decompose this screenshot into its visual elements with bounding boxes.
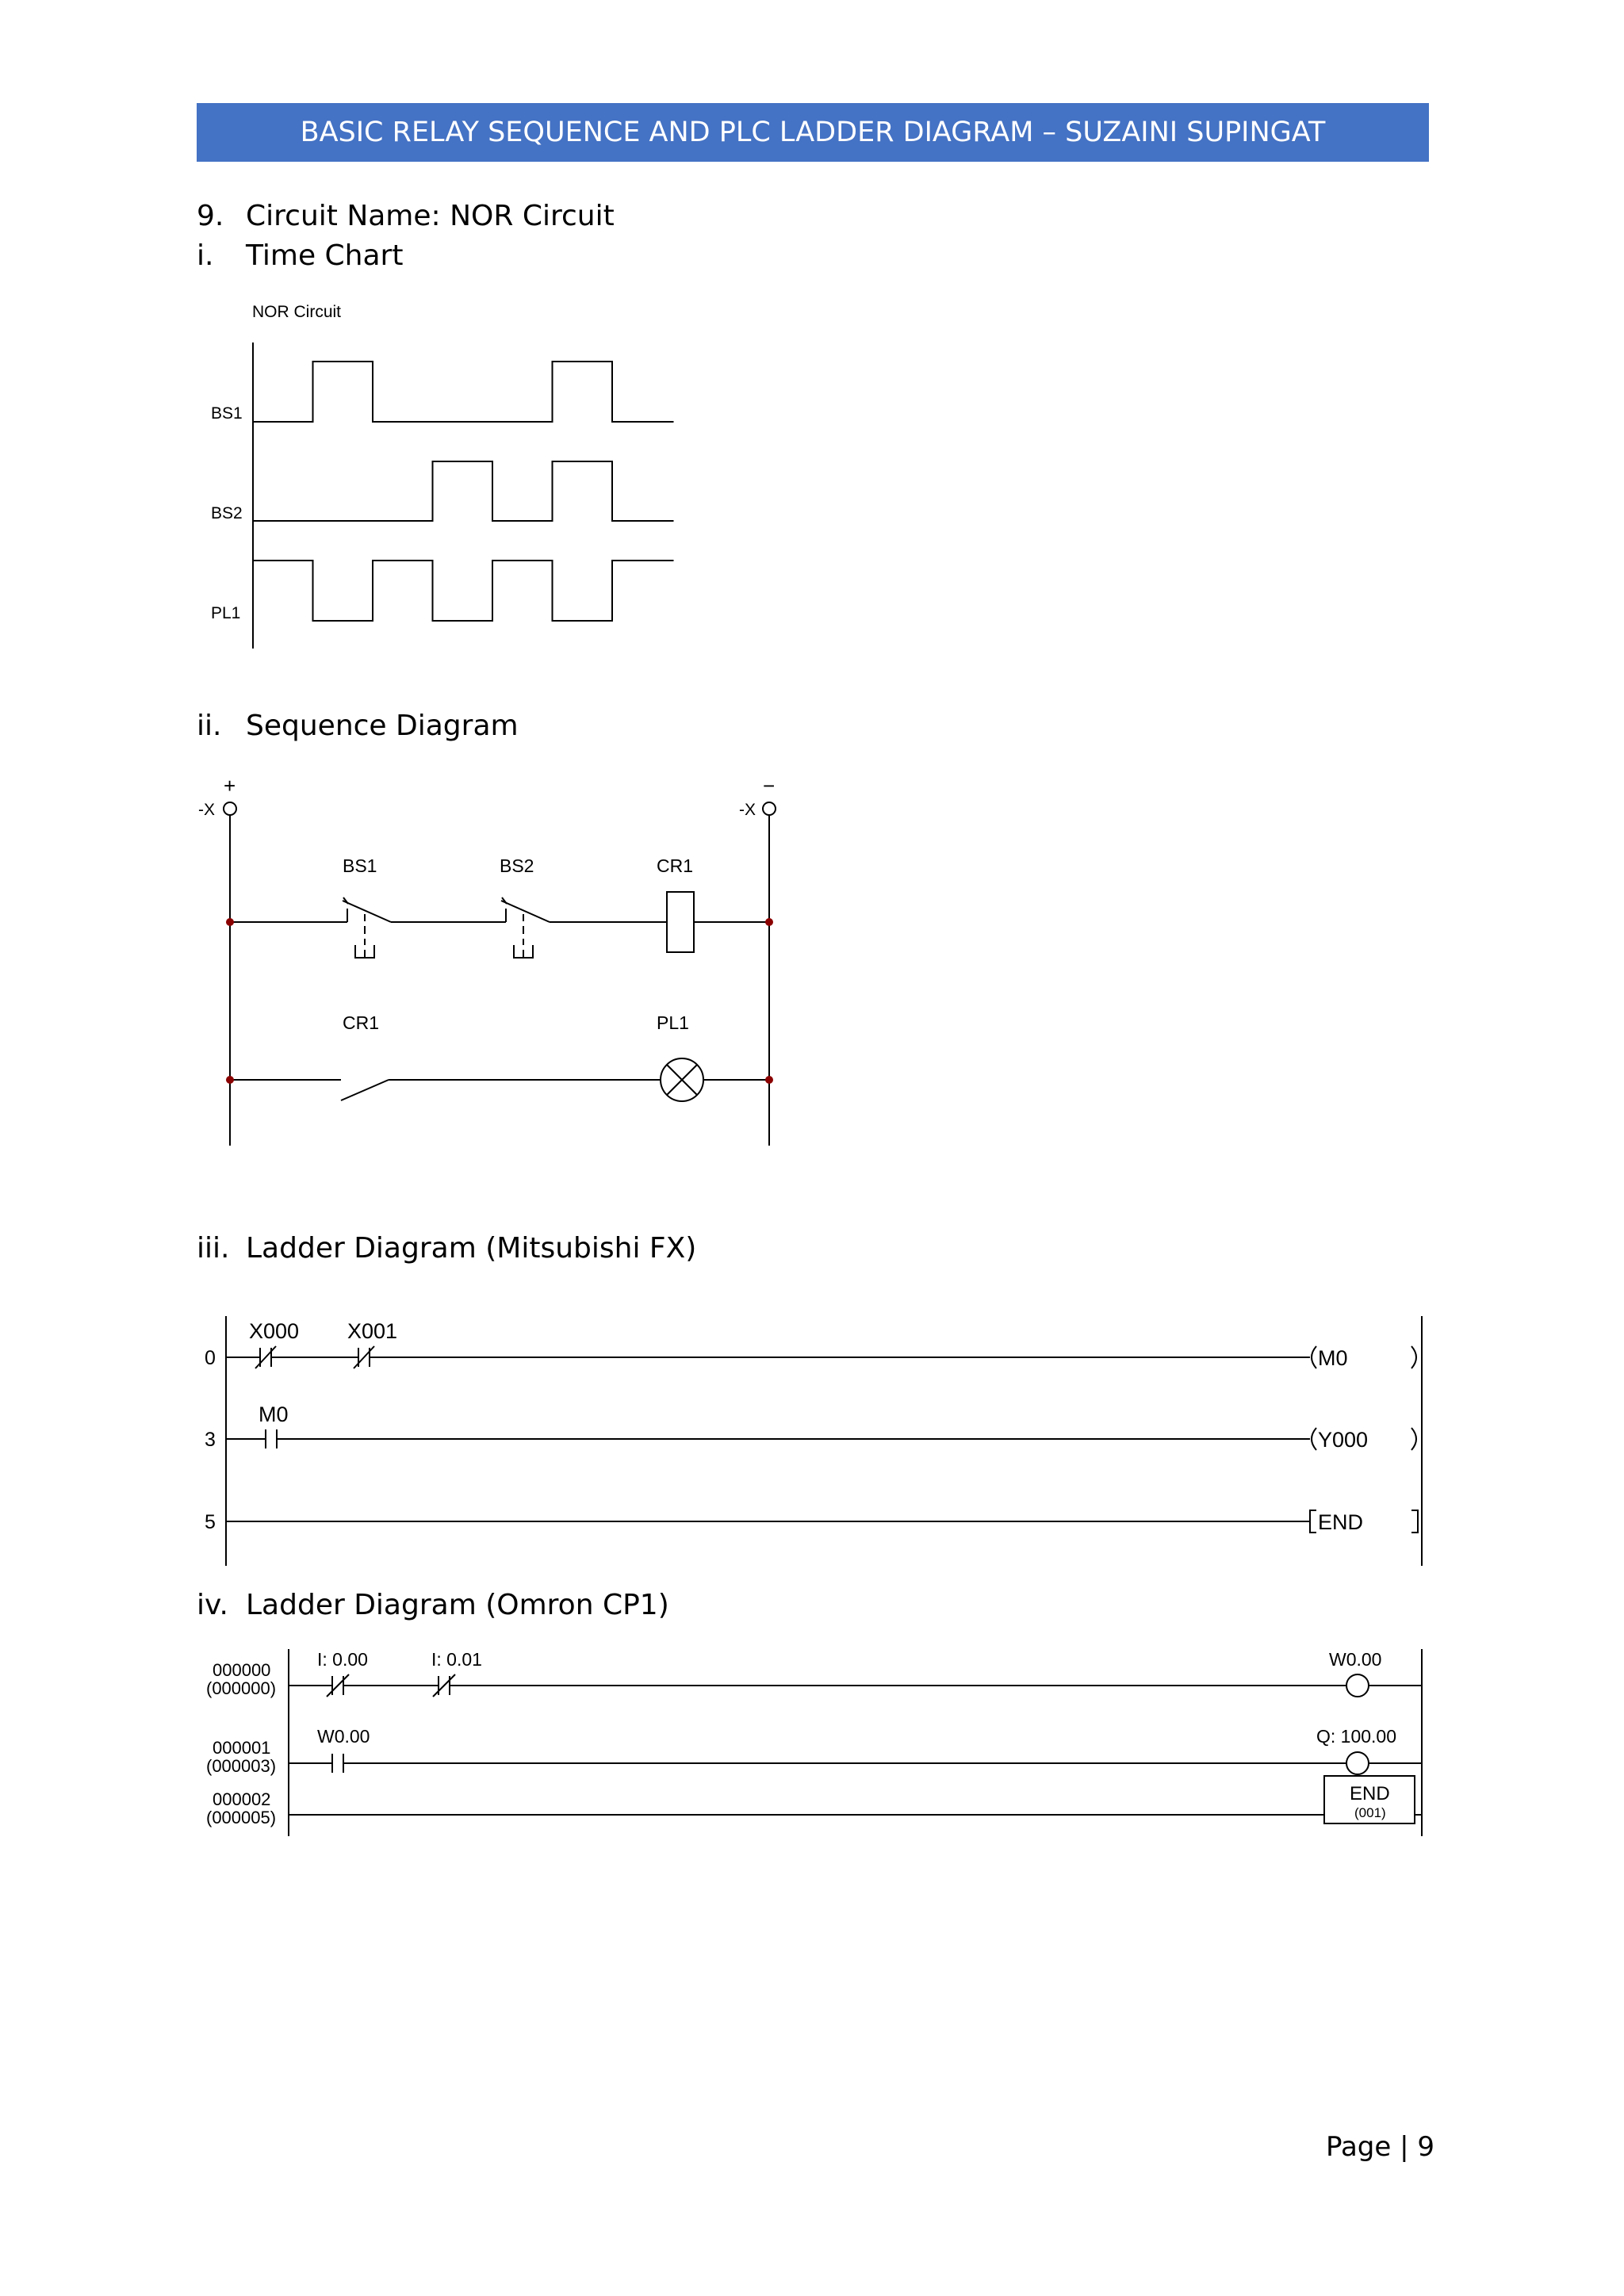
- waveform-bs1: [253, 362, 674, 422]
- cr1-contact-label: CR1: [343, 1012, 380, 1033]
- w000-coil: [1346, 1674, 1369, 1697]
- waveform-bs2: [253, 461, 674, 521]
- pl1-label: PL1: [657, 1012, 689, 1033]
- section-heading: [197, 200, 615, 232]
- waveform-pl1: [253, 561, 674, 621]
- section-number: 9.: [197, 200, 224, 232]
- w000-no-contact: [332, 1754, 343, 1773]
- q100-coil: [1346, 1752, 1369, 1774]
- bs1-nc-contact: [343, 897, 391, 958]
- junction-dot: [226, 918, 234, 926]
- plus-sign: +: [224, 774, 236, 798]
- minus-sign: −: [763, 774, 776, 798]
- step-number: 3: [205, 1429, 216, 1451]
- subsection-time-chart: i. Time Chart: [197, 239, 404, 272]
- i000-label: I: 0.00: [317, 1649, 368, 1670]
- mitsubishi-ladder: [197, 1308, 1434, 1570]
- signal-label-pl1: PL1: [211, 604, 241, 622]
- end-label: END: [1318, 1510, 1364, 1534]
- subsection-sequence: ii. Sequence Diagram: [197, 710, 519, 742]
- m0-no-contact: [266, 1429, 277, 1448]
- junction-dot: [226, 1076, 234, 1084]
- page-number: Page | 9: [1326, 2131, 1435, 2163]
- q100-label: Q: 100.00: [1316, 1726, 1397, 1747]
- y000-coil-label: Y000: [1318, 1428, 1369, 1452]
- subsection-mitsubishi: iii. Ladder Diagram (Mitsubishi FX): [197, 1232, 697, 1265]
- section-title: Circuit Name: NOR Circuit: [246, 200, 615, 232]
- left-terminal: [224, 802, 236, 815]
- pl1-lamp: [661, 1058, 703, 1101]
- x001-label: X001: [347, 1319, 398, 1343]
- rung-step: (000000): [206, 1678, 277, 1698]
- bs2-nc-contact: [501, 897, 550, 958]
- right-terminal-label: -X: [739, 801, 756, 819]
- right-terminal: [763, 802, 776, 815]
- signal-label-bs1: BS1: [211, 404, 243, 423]
- document-header: [197, 103, 1429, 162]
- end-label: END: [1350, 1783, 1390, 1804]
- rung-step: (000003): [206, 1756, 277, 1776]
- m0-coil-label: M0: [1318, 1346, 1348, 1370]
- bs1-label: BS1: [343, 855, 377, 876]
- rung-address: 000001: [213, 1738, 271, 1758]
- header-title: BASIC RELAY SEQUENCE AND PLC LADDER DIAGRAM – SUZAINI SUPINGAT: [300, 117, 1326, 148]
- omron-ladder: [197, 1646, 1434, 1840]
- end-code: (001): [1354, 1805, 1386, 1820]
- w000-contact-label: W0.00: [317, 1726, 370, 1747]
- m0-contact-label: M0: [259, 1402, 289, 1426]
- junction-dot: [765, 1076, 773, 1084]
- x000-label: X000: [249, 1319, 300, 1343]
- w000-coil-label: W0.00: [1329, 1649, 1382, 1670]
- bs2-label: BS2: [500, 855, 534, 876]
- rung-address: 000002: [213, 1789, 271, 1809]
- sequence-diagram: [197, 769, 799, 1150]
- rung-step: (000005): [206, 1808, 277, 1827]
- i001-label: I: 0.01: [431, 1649, 482, 1670]
- junction-dot: [765, 918, 773, 926]
- time-chart: [197, 295, 688, 660]
- signal-label-bs2: BS2: [211, 504, 243, 522]
- time-chart-title: NOR Circuit: [252, 303, 342, 321]
- cr1-no-contact: [341, 1080, 389, 1100]
- rung-address: 000000: [213, 1660, 271, 1680]
- cr1-coil-label: CR1: [657, 855, 694, 876]
- subsection-omron: iv. Ladder Diagram (Omron CP1): [197, 1589, 669, 1621]
- step-number: 5: [205, 1511, 216, 1533]
- step-number: 0: [205, 1347, 216, 1369]
- left-terminal-label: -X: [198, 801, 215, 819]
- cr1-coil: [667, 892, 694, 952]
